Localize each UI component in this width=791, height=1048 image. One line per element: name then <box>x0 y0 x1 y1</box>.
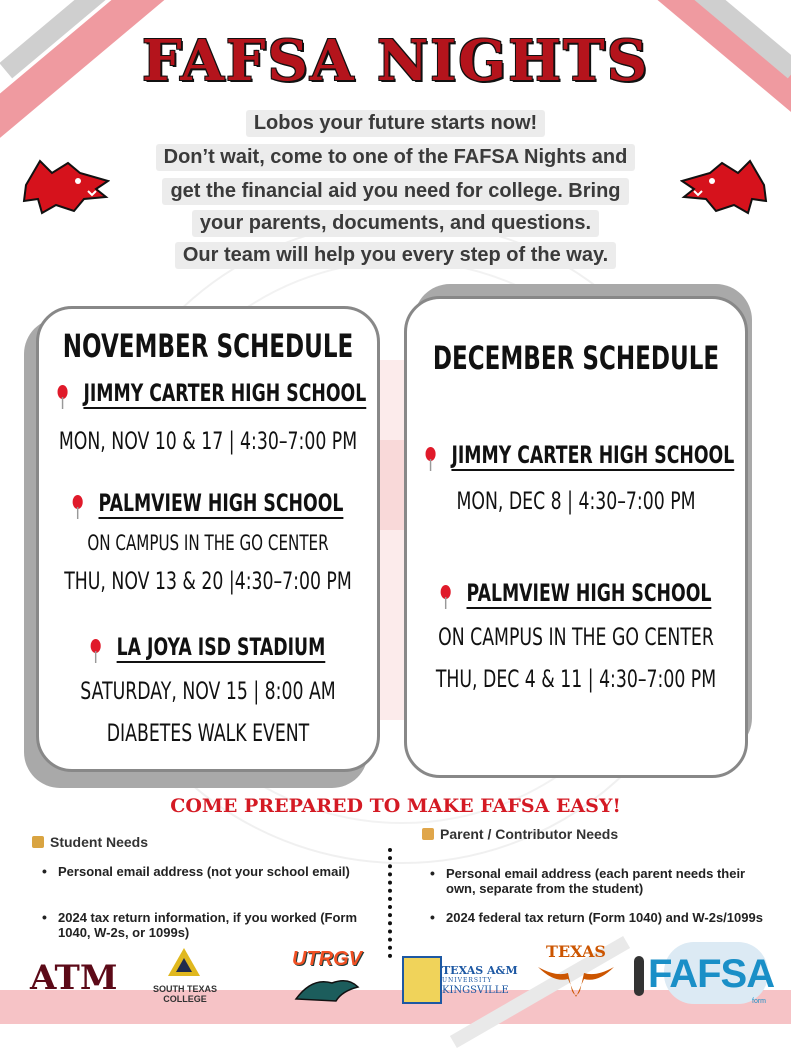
map-pin-icon <box>58 385 68 399</box>
map-pin-icon <box>73 495 83 509</box>
november-location-3 <box>58 633 359 661</box>
parent-need-item-2: • 2024 federal tax return (Form 1040) and W-2s/1099s <box>446 910 766 925</box>
november-location-3-label: LA JOYA ISD STADIUM <box>116 633 326 661</box>
december-heading: DECEMBER SCHEDULE <box>432 339 720 377</box>
map-pin-icon <box>91 639 101 653</box>
december-time-1: MON, DEC 8 | 4:30–7:00 PM <box>456 487 696 515</box>
student-need-item-2: • 2024 tax return information, if you worked (Form 1040, W-2s, or 1099s) <box>58 910 376 940</box>
tamuk-line-2: UNIVERSITY <box>442 977 493 984</box>
november-location-1 <box>58 379 367 407</box>
november-location-2 <box>58 489 359 517</box>
stc-logo <box>140 984 230 1004</box>
tamuk-line-3: KINGSVILLE <box>442 985 509 996</box>
map-pin-icon <box>426 447 436 461</box>
tamu-logo <box>30 952 118 1004</box>
november-location-1-label: JIMMY CARTER HIGH SCHOOL <box>83 379 367 407</box>
november-time-3: SATURDAY, NOV 15 | 8:00 AM <box>80 677 336 705</box>
tamuk-logo <box>402 956 524 1002</box>
intro-text-3: get the financial aid you need for college. Bring <box>162 178 628 205</box>
november-location-2-label: PALMVIEW HIGH SCHOOL <box>98 489 344 517</box>
fafsa-logo-subtext: form <box>752 998 766 1005</box>
november-time-1: MON, NOV 10 & 17 | 4:30–7:00 PM <box>58 427 358 455</box>
tamuk-text <box>442 966 526 996</box>
december-note-2: ON CAMPUS IN THE GO CENTER <box>438 623 714 651</box>
tamuk-line-1: TEXAS A&M <box>442 964 518 977</box>
december-location-2-label: PALMVIEW HIGH SCHOOL <box>466 579 712 607</box>
intro-text-2: Don’t wait, come to one of the FAFSA Nights and <box>156 144 636 171</box>
intro-text-5: Our team will help you every step of the way. <box>175 242 616 269</box>
intro-line-5 <box>0 242 791 269</box>
page-title: FAFSA NIGHTS <box>141 28 650 94</box>
december-schedule-box <box>404 296 748 778</box>
december-location-2 <box>426 579 727 607</box>
intro-line-2 <box>0 144 791 171</box>
ut-texas-text: TEXAS <box>546 942 606 961</box>
student-figure-icon <box>634 956 644 996</box>
vaquero-horse-icon <box>292 973 362 1003</box>
tamu-logo-text: ATM <box>30 958 118 998</box>
november-heading: NOVEMBER SCHEDULE <box>62 327 354 365</box>
family-icon <box>422 828 434 840</box>
utrgv-logo-text: UTRGV <box>292 948 362 970</box>
stc-logo-line-2: COLLEGE <box>163 994 207 1004</box>
november-note-3: DIABETES WALK EVENT <box>106 719 310 747</box>
november-time-2: THU, NOV 13 & 20 |4:30–7:00 PM <box>64 567 352 595</box>
utrgv-logo <box>282 948 372 1008</box>
fafsa-logo <box>634 938 774 1010</box>
student-need-item-1: • Personal email address (not your school email) <box>58 864 368 879</box>
december-location-1-label: JIMMY CARTER HIGH SCHOOL <box>451 441 735 469</box>
november-schedule-box <box>36 306 380 772</box>
come-prepared-heading: COME PREPARED TO MAKE FAFSA EASY! <box>170 795 621 817</box>
december-location-1 <box>426 441 735 469</box>
intro-line-1 <box>0 110 791 137</box>
intro-text-1: Lobos your future starts now! <box>246 110 545 137</box>
december-time-2: THU, DEC 4 & 11 | 4:30–7:00 PM <box>435 665 717 693</box>
stc-logo-mark <box>168 948 200 978</box>
parent-needs-title-text: Parent / Contributor Needs <box>440 826 619 842</box>
intro-line-3 <box>0 178 791 205</box>
longhorn-icon <box>536 961 616 1001</box>
student-needs-title-text: Student Needs <box>50 834 149 850</box>
parent-need-item-1: • Personal email address (each parent needs their own, separate from the student) <box>446 866 766 896</box>
ut-texas-logo <box>534 942 618 1004</box>
intro-text-4: your parents, documents, and questions. <box>192 210 599 237</box>
map-pin-icon <box>441 585 451 599</box>
graduate-icon <box>32 836 44 848</box>
student-needs-title <box>32 834 148 850</box>
fafsa-logo-text: FAFSA <box>648 952 775 996</box>
intro-line-4 <box>0 210 791 237</box>
stc-logo-line-1: SOUTH TEXAS <box>152 984 217 994</box>
tamuk-building-icon <box>402 956 442 1004</box>
november-note-2: ON CAMPUS IN THE GO CENTER <box>87 531 329 555</box>
column-divider-dots <box>388 848 396 958</box>
parent-needs-title <box>422 826 618 842</box>
